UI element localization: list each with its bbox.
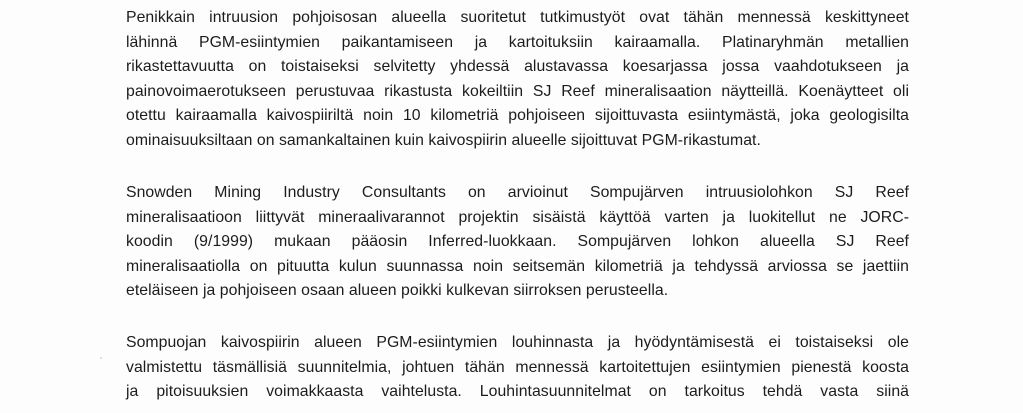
paragraph-line: Penikkain intruusion pohjoisosan alueella suoritetut tutkimustyöt ovat tähän mennessä keskittyneet [126,9,909,26]
paragraph-line: ominaisuuksiltaan on samankaltainen kuin kaivospiirin alueelle sijoittuvat PGM-rikastumat. [126,131,761,149]
paragraph-line: koodin (9/1999) mukaan pääosin Inferred-luokkaan. Sompujärven lohkon alueella SJ Reef [126,233,909,251]
paragraph-line: Sompuojan kaivospiirin alueen PGM-esiintymien louhinnasta ja hyödyntämisestä ei toistaiseksi ole [126,334,909,351]
paragraph-line: otettu kairaamalla kaivospiiriltä noin 10 kilometriä pohjoiseen sijoittuvasta esiintymästä, joka geologisilta [126,107,909,125]
paragraph-line: mineralisaatiolla on pituutta kulun suunnassa noin seitsemän kilometriä ja tehdyssä arviossa se jaettiin [126,257,909,275]
paragraph-line: rikastettavuutta on toistaiseksi selvitetty yhdessä alustavassa koesarjassa jossa vaahdotukseen ja [126,58,909,76]
paragraph-line: Snowden Mining Industry Consultants on arvioinut Sompujärven intruusiolohkon SJ Reef [126,184,909,201]
scan-speck [100,357,102,359]
paragraph-line: painovoimaerotukseen perustuvaa rikastusta kokeiltiin SJ Reef mineralisaation näytteillä. Koenäytteet oli [126,82,909,100]
paragraph-line: mineralisaatioon liittyvät mineraalivarannot projektin sisäistä käyttöä varten ja luokitellut ne JORC- [126,208,909,226]
paragraph-mining-plans [126,331,909,405]
paragraph-mineral-resources [126,181,909,304]
paragraph-line: lähinnä PGM-esiintymien paikantamiseen ja kartoituksiin kairaamalla. Platinaryhmän metallien [126,33,909,51]
paragraph-line: valmistettu täsmällisiä suunnitelmia, johtuen tähän mennessä kartoitettujen esiintymien pienestä koosta [126,358,909,376]
paragraph-line: ja pitoisuuksien voimakkaasta vaihtelusta. Louhintasuunnitelmat on tarkoitus tehdä vasta siinä [126,383,909,401]
paragraph-research-work [126,6,909,154]
paragraph-line: eteläiseen ja pohjoiseen osaan alueen poikki kulkevan siirroksen perusteella. [126,282,669,300]
